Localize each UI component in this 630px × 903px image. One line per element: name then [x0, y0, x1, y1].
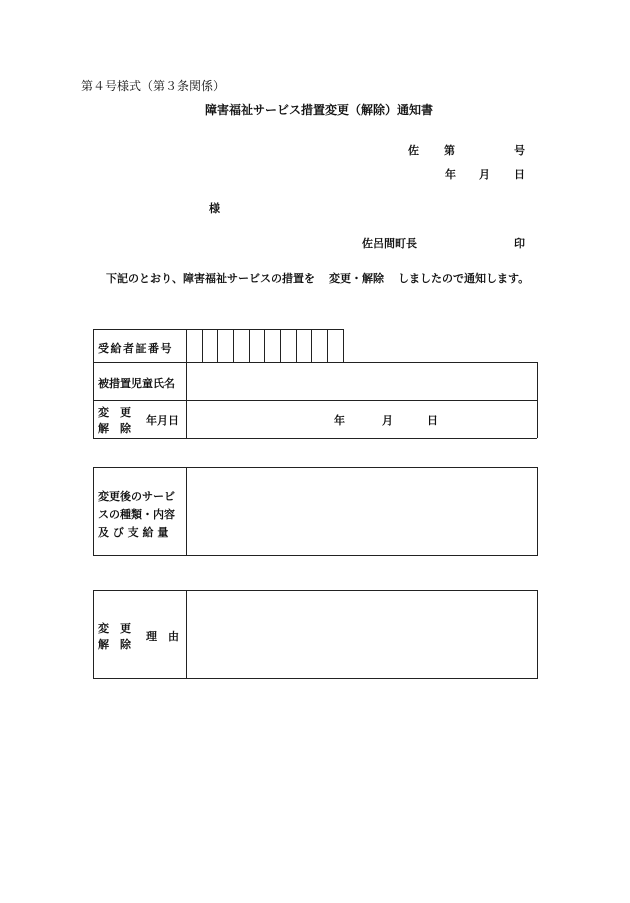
change-date-year: 年 — [334, 414, 345, 427]
change-label-bottom: 解 除 — [98, 422, 131, 435]
body-text-before: 下記のとおり、障害福祉サービスの措置を — [106, 272, 315, 285]
date-month-label: 月 — [479, 168, 490, 181]
child-name-label: 被措置児童氏名 — [98, 377, 175, 390]
service-label-line1: 変更後のサービ — [98, 490, 175, 503]
document-title: 障害福祉サービス措置変更（解除）通知書 — [205, 103, 434, 117]
date-year-label: 年 — [445, 168, 456, 181]
reason-label-top: 変 更 — [98, 622, 131, 635]
change-date-day: 日 — [427, 414, 438, 427]
body-text-after: しましたので通知します。 — [398, 272, 530, 285]
body-choice: 変更・解除 — [329, 272, 384, 285]
doc-number-dai: 第 — [444, 144, 455, 157]
reason-label-bottom: 解 除 — [98, 638, 131, 651]
service-label-line3: 及 び 支 給 量 — [98, 526, 169, 539]
form-number: 第４号様式（第３条関係） — [81, 79, 226, 93]
seal-mark: 印 — [514, 237, 525, 250]
doc-number-go: 号 — [514, 144, 525, 157]
date-day-label: 日 — [514, 168, 525, 181]
change-label-top: 変 更 — [98, 406, 131, 419]
recipient-cert-number-label: 受給者証番号 — [98, 342, 173, 355]
recipient-honorific: 様 — [209, 202, 220, 215]
body-text — [106, 270, 529, 286]
doc-number-prefix: 佐 — [408, 144, 419, 157]
change-date-month: 月 — [382, 414, 393, 427]
reason-label: 理 由 — [146, 630, 179, 643]
issuer-name: 佐呂間町長 — [362, 237, 417, 250]
date-label: 年月日 — [146, 414, 179, 427]
service-label-line2: スの種類・内容 — [98, 508, 175, 521]
